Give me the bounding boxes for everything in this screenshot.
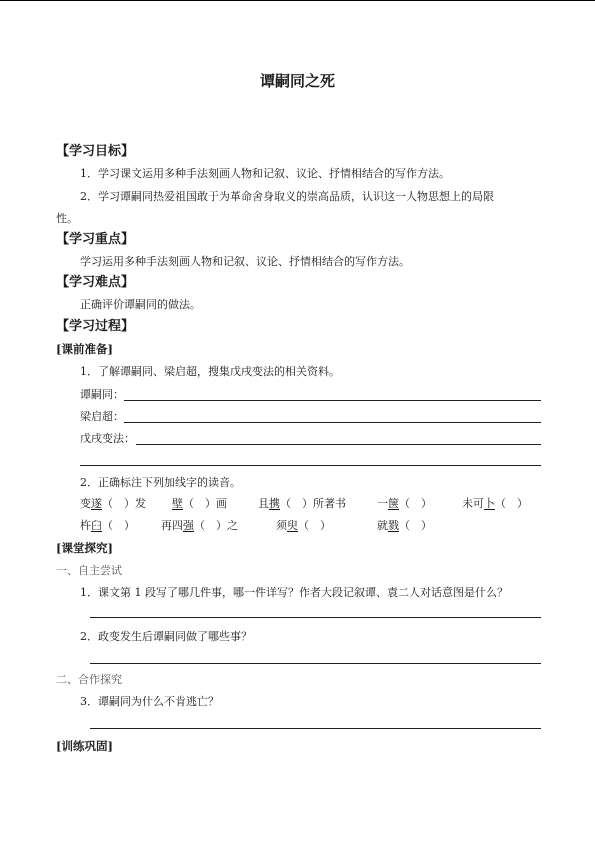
label-tan-sitong: 谭嗣同：	[80, 388, 124, 401]
page-title: 谭嗣同之死	[259, 72, 335, 90]
goal-item-1: 1．学习课文运用多种手法刻画人物和记叙、议论、抒情相结合的写作方法。	[80, 167, 450, 180]
pinyin-item: 且携（ ）所著书	[258, 497, 346, 510]
explore-part-1: 一、自主尝试	[56, 564, 122, 577]
pinyin-item: 再四强（ ）之	[161, 519, 238, 532]
question-2: 2．政变发生后谭嗣同做了哪些事？	[80, 630, 252, 643]
consolidate-heading: [训练巩固]	[56, 739, 113, 753]
difficulty-heading: 【学习难点】	[56, 275, 135, 290]
pinyin-item: 杵臼（ ）	[80, 519, 135, 532]
process-heading: 【学习过程】	[56, 319, 135, 334]
answer-line-wuxu-reform[interactable]	[136, 444, 541, 445]
goal-item-2-line2: 性。	[56, 212, 78, 225]
pinyin-item: 须臾（ ）	[276, 519, 331, 532]
label-liang-qichao: 梁启超：	[80, 410, 124, 423]
explore-heading: [课堂探究]	[56, 541, 113, 555]
prep-task-1: 1．了解谭嗣同、梁启超，搜集戊戌变法的相关资料。	[80, 365, 340, 378]
prep-heading: [课前准备]	[56, 342, 113, 356]
goals-heading: 【学习目标】	[56, 144, 135, 159]
answer-line-q2[interactable]	[90, 663, 541, 664]
question-1: 1．课文第 1 段写了哪几件事，哪一件详写？作者大段记叙谭、袁二人对话意图是什么？	[80, 586, 508, 599]
goal-item-2-line1: 2．学习谭嗣同热爱祖国敢于为革命舍身取义的崇高品质，认识这一人物思想上的局限	[80, 190, 494, 203]
answer-line-tan-sitong[interactable]	[124, 400, 541, 401]
pinyin-item: 一箧（ ）	[377, 497, 432, 510]
label-wuxu-reform: 戊戌变法：	[80, 432, 135, 445]
answer-line-extra[interactable]	[80, 465, 541, 466]
answer-line-q3[interactable]	[90, 728, 541, 729]
pinyin-item: 就戮（ ）	[377, 519, 432, 532]
question-3: 3．谭嗣同为什么不肯逃亡？	[80, 695, 219, 708]
focus-heading: 【学习重点】	[56, 232, 135, 247]
answer-line-liang-qichao[interactable]	[124, 422, 541, 423]
answer-line-q1[interactable]	[90, 617, 541, 618]
prep-task-2: 2．正确标注下列加线字的读音。	[80, 476, 241, 489]
explore-part-2: 二、合作探究	[56, 673, 122, 686]
pinyin-item: 壁（ ）画	[172, 497, 227, 510]
difficulty-text: 正确评价谭嗣同的做法。	[80, 298, 201, 311]
pinyin-item: 变遂（ ）发	[80, 497, 146, 510]
focus-text: 学习运用多种手法刻画人物和记叙、议论、抒情相结合的写作方法。	[80, 255, 410, 268]
pinyin-item: 未可卜（ ）	[462, 497, 528, 510]
top-border-rule	[0, 0, 595, 1]
